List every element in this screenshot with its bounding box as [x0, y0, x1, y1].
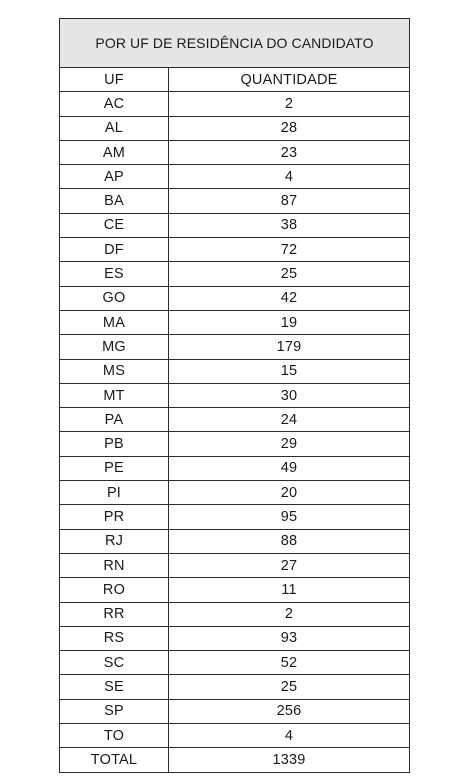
uf-cell: PR	[60, 505, 169, 529]
uf-cell: CE	[60, 213, 169, 237]
quantity-cell: 88	[169, 529, 410, 553]
quantity-cell: 20	[169, 481, 410, 505]
table-row	[60, 408, 410, 432]
table-row	[60, 505, 410, 529]
table-row	[60, 383, 410, 407]
quantity-cell: 15	[169, 359, 410, 383]
table-row	[60, 116, 410, 140]
quantity-cell: 2	[169, 92, 410, 116]
quantity-cell: 72	[169, 238, 410, 262]
quantity-cell: 24	[169, 408, 410, 432]
quantity-cell: 38	[169, 213, 410, 237]
table-row	[60, 553, 410, 577]
uf-cell: PB	[60, 432, 169, 456]
uf-cell: AP	[60, 165, 169, 189]
uf-cell: PE	[60, 456, 169, 480]
uf-cell: ES	[60, 262, 169, 286]
uf-cell: RN	[60, 553, 169, 577]
quantity-cell: 179	[169, 335, 410, 359]
quantity-cell: 25	[169, 675, 410, 699]
quantity-cell: 256	[169, 699, 410, 723]
table-row	[60, 140, 410, 164]
uf-cell: RJ	[60, 529, 169, 553]
table-row	[60, 699, 410, 723]
uf-cell: PA	[60, 408, 169, 432]
table-row	[60, 626, 410, 650]
quantity-cell: 29	[169, 432, 410, 456]
table-row	[60, 602, 410, 626]
quantity-cell: 4	[169, 165, 410, 189]
table-row	[60, 578, 410, 602]
table-row	[60, 456, 410, 480]
quantity-cell: 93	[169, 626, 410, 650]
uf-cell: TO	[60, 724, 169, 748]
table-title-row	[60, 19, 410, 68]
table-row	[60, 529, 410, 553]
uf-cell: AC	[60, 92, 169, 116]
table-row	[60, 238, 410, 262]
table-row	[60, 675, 410, 699]
quantity-cell: 27	[169, 553, 410, 577]
uf-cell: GO	[60, 286, 169, 310]
table-row	[60, 189, 410, 213]
uf-cell: AL	[60, 116, 169, 140]
uf-cell: RS	[60, 626, 169, 650]
table-row	[60, 651, 410, 675]
uf-cell: MA	[60, 310, 169, 334]
uf-cell: MS	[60, 359, 169, 383]
uf-cell: DF	[60, 238, 169, 262]
table-row	[60, 92, 410, 116]
quantity-cell: 42	[169, 286, 410, 310]
candidates-by-state-table	[59, 18, 410, 773]
uf-cell: MT	[60, 383, 169, 407]
uf-cell: SC	[60, 651, 169, 675]
quantity-cell: 4	[169, 724, 410, 748]
quantity-cell: 11	[169, 578, 410, 602]
total-row	[60, 748, 410, 772]
candidates-by-state-table-container	[59, 18, 409, 773]
uf-cell: BA	[60, 189, 169, 213]
column-header-row	[60, 68, 410, 92]
uf-cell: SP	[60, 699, 169, 723]
quantity-cell: 2	[169, 602, 410, 626]
quantity-cell: 23	[169, 140, 410, 164]
quantity-cell: 95	[169, 505, 410, 529]
uf-cell: PI	[60, 481, 169, 505]
table-row	[60, 481, 410, 505]
quantity-cell: 30	[169, 383, 410, 407]
quantity-cell: 25	[169, 262, 410, 286]
column-header-uf: UF	[60, 68, 169, 92]
table-row	[60, 724, 410, 748]
uf-cell: AM	[60, 140, 169, 164]
quantity-cell: 87	[169, 189, 410, 213]
table-row	[60, 359, 410, 383]
uf-cell: RO	[60, 578, 169, 602]
table-row	[60, 310, 410, 334]
quantity-cell: 28	[169, 116, 410, 140]
table-row	[60, 286, 410, 310]
uf-cell: MG	[60, 335, 169, 359]
column-header-quantidade: QUANTIDADE	[169, 68, 410, 92]
table-row	[60, 335, 410, 359]
uf-cell: SE	[60, 675, 169, 699]
total-value: 1339	[169, 748, 410, 772]
table-title: POR UF DE RESIDÊNCIA DO CANDIDATO	[60, 19, 410, 68]
table-row	[60, 262, 410, 286]
quantity-cell: 52	[169, 651, 410, 675]
quantity-cell: 49	[169, 456, 410, 480]
uf-cell: RR	[60, 602, 169, 626]
table-row	[60, 165, 410, 189]
total-label: TOTAL	[60, 748, 169, 772]
table-row	[60, 213, 410, 237]
quantity-cell: 19	[169, 310, 410, 334]
table-row	[60, 432, 410, 456]
